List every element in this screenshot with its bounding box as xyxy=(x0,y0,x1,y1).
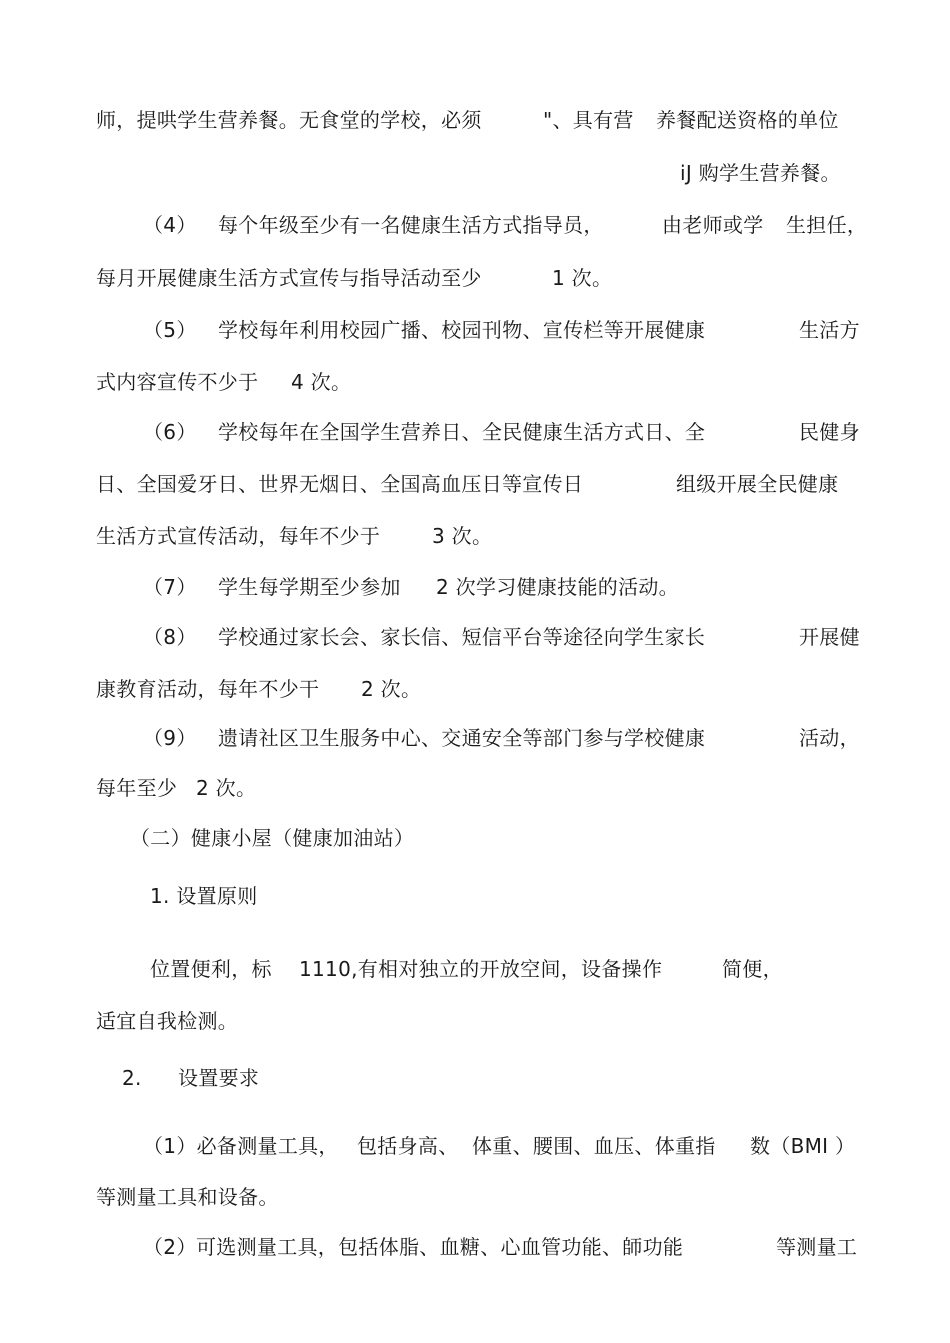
text-line: 生活方式宣传活动，每年不少于 xyxy=(96,524,381,548)
text-line: 4 次。 xyxy=(291,370,352,394)
list-number: （2） xyxy=(143,1235,197,1259)
text-line: 学校每年在全国学生营养日、全民健康生活方式日、全 xyxy=(218,420,706,444)
text-line: 可选测量工具，包括体脂、血糖、心血管功能、師功能 xyxy=(196,1235,684,1259)
text-line: 每月开展健康生活方式宣传与指导活动至少 xyxy=(96,266,482,290)
text-line: 1 次。 xyxy=(552,266,613,290)
text-line: 活动， xyxy=(799,726,860,750)
text-line: "、具有营 xyxy=(543,108,634,132)
text-line: 生担任， xyxy=(786,213,868,237)
text-line: 3 次。 xyxy=(432,524,493,548)
subsection-heading: 1. 设置原则 xyxy=(150,884,258,908)
list-number: （4） xyxy=(143,213,197,237)
text-line: 学生每学期至少参加 xyxy=(218,575,401,599)
text-line: 等测量工具和设备。 xyxy=(96,1185,279,1209)
text-line: 2 次。 xyxy=(196,776,257,800)
text-line: 1110,有相对独立的开放空间，设备操作 xyxy=(299,957,663,981)
list-number: （6） xyxy=(143,420,197,444)
text-line: 2 次学习健康技能的活动。 xyxy=(436,575,679,599)
section-heading: （二）健康小屋（健康加油站） xyxy=(130,826,415,850)
text-line: 学校通过家长会、家长信、短信平台等途径向学生家长 xyxy=(218,625,706,649)
text-line: 日、全国爱牙日、世界无烟日、全国高血压日等宣传日 xyxy=(96,472,584,496)
text-line: 式内容宣传不少于 xyxy=(96,370,259,394)
text-line: 简便， xyxy=(722,957,783,981)
text-line: 每年至少 xyxy=(96,776,178,800)
text-line: 等测量工 xyxy=(776,1235,858,1259)
text-line: iJ 购学生营养餐。 xyxy=(680,161,841,185)
subsection-heading: 设置要求 xyxy=(178,1066,260,1090)
text-line: 由老师或学 xyxy=(662,213,764,237)
text-line: 民健身 xyxy=(799,420,860,444)
list-number: （9） xyxy=(143,726,197,750)
text-line: 师，提哄学生营养餐。无食堂的学校，必须 xyxy=(96,108,482,132)
text-line: 体重、腰围、血压、体重指 xyxy=(472,1134,716,1158)
text-line: 每个年级至少有一名健康生活方式指导员， xyxy=(218,213,604,237)
text-line: 包括身高、 xyxy=(357,1134,459,1158)
text-line: 适宜自我检测。 xyxy=(96,1009,239,1033)
list-number: （8） xyxy=(143,625,197,649)
text-line: 养餐配送资格的单位 xyxy=(656,108,839,132)
text-line: 康教育活动，每年不少干 xyxy=(96,677,320,701)
text-line: 遗请社区卫生服务中心、交通安全等部门参与学校健康 xyxy=(218,726,706,750)
text-line: 学校每年利用校园广播、校园刊物、宣传栏等开展健康 xyxy=(218,318,706,342)
subsection-number: 2. xyxy=(122,1066,142,1090)
text-line: 组级开展全民健康 xyxy=(676,472,839,496)
text-line: （1）必备测量工具， xyxy=(143,1134,339,1158)
text-line: 开展健 xyxy=(799,625,860,649)
list-number: （5） xyxy=(143,318,197,342)
text-line: 数（BMI ） xyxy=(750,1134,856,1158)
text-line: 生活方 xyxy=(799,318,860,342)
text-line: 2 次。 xyxy=(361,677,422,701)
text-line: 位置便利，标 xyxy=(150,957,272,981)
list-number: （7） xyxy=(143,575,197,599)
